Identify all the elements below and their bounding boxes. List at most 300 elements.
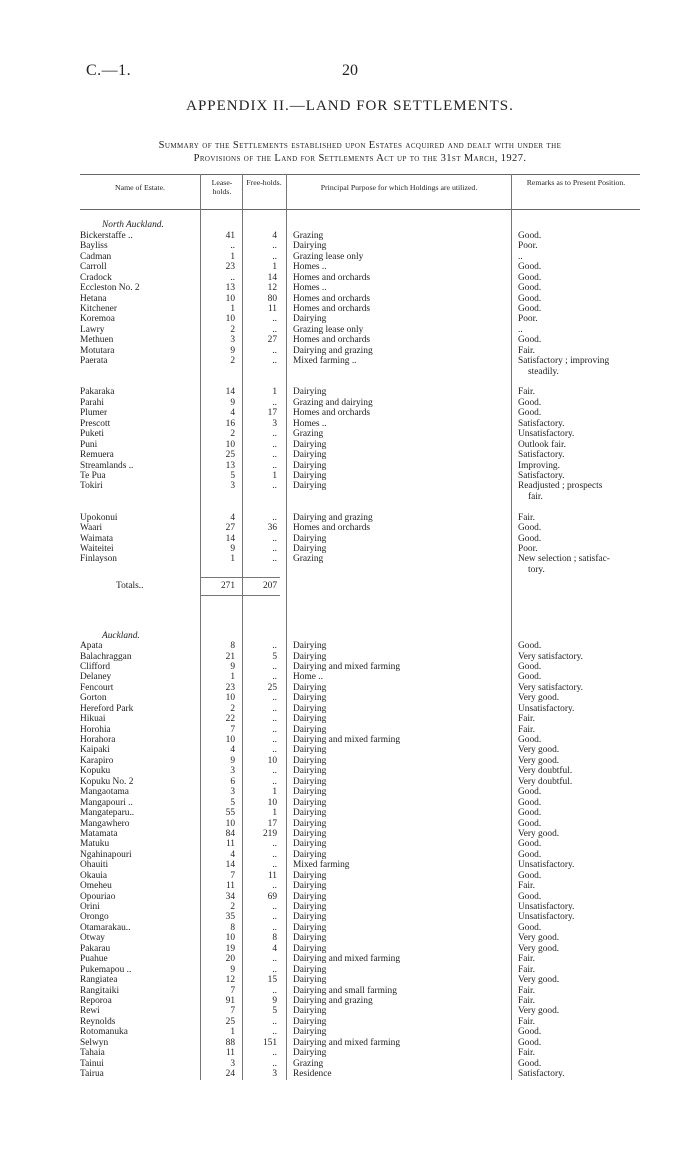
table-row (80, 965, 640, 975)
leaseholds-value: 1 (230, 251, 235, 262)
purpose-text: Dairying (293, 881, 327, 892)
purpose-text: Dairying (293, 797, 327, 808)
estate-name: Clifford (80, 661, 111, 672)
table-row (80, 714, 640, 724)
estate-name: Waari (80, 523, 103, 534)
estate-name: Mangaotama (80, 787, 129, 798)
report-code: C.—1. (86, 62, 132, 79)
remarks-continuation: fair. (528, 491, 543, 502)
leaseholds-value: 7 (230, 724, 235, 735)
table-row (80, 408, 640, 418)
estate-name: Kopuku (80, 766, 111, 777)
purpose-text: Homes and orchards (293, 303, 371, 314)
remarks-text: Fair. (518, 881, 535, 892)
estate-name: Methuen (80, 335, 114, 346)
table-top-rule (80, 174, 640, 175)
leaseholds-value: 27 (225, 523, 235, 534)
freeholds-value: 17 (267, 408, 277, 419)
remarks-text: Unsatisfactory. (518, 703, 575, 714)
purpose-text: Dairying (293, 1027, 327, 1038)
leaseholds-value: 41 (225, 230, 235, 241)
row-spacer (80, 610, 640, 620)
leaseholds-value: 34 (225, 891, 235, 902)
column-header-purpose: Principal Purpose for which Holdings are utilized. (320, 183, 478, 192)
remarks-text: Very good. (518, 933, 560, 944)
leaseholds-value: 5 (230, 470, 235, 481)
remarks-text: Outlook fair. (518, 439, 566, 450)
remarks-text: Good. (518, 672, 542, 683)
table-row (80, 241, 640, 251)
purpose-text: Grazing (293, 554, 324, 565)
remarks-text: Good. (518, 272, 542, 283)
remarks-text: Good. (518, 335, 542, 346)
leaseholds-value: 55 (225, 808, 235, 819)
estate-name: Eccleston No. 2 (80, 283, 140, 294)
estate-name: Waiteitei (80, 544, 114, 554)
table-row (80, 641, 640, 651)
remarks-text: Good. (518, 1027, 542, 1038)
purpose-text: Grazing (293, 429, 324, 440)
estate-name: Selwyn (80, 1037, 109, 1048)
freeholds-value: 11 (267, 303, 277, 314)
leaseholds-value: 84 (225, 828, 235, 839)
table-row (80, 252, 640, 262)
estate-name: Rangiatea (80, 975, 118, 986)
purpose-text: Dairying and mixed farming (293, 1037, 401, 1048)
leaseholds-value: 13 (225, 460, 235, 471)
table-row (80, 902, 640, 912)
freeholds-value: .. (272, 481, 277, 492)
estate-name: Otamarakau.. (80, 922, 131, 933)
purpose-text: Dairying (293, 460, 327, 471)
column-header-remarks: Remarks as to Present Position. (526, 178, 626, 187)
remarks-continuation: tory. (528, 564, 545, 575)
purpose-text: Grazing and dairying (293, 397, 373, 408)
freeholds-value: .. (272, 1058, 277, 1069)
leaseholds-value: 88 (225, 1037, 235, 1048)
purpose-text: Grazing (293, 1058, 324, 1069)
purpose-text: Home .. (293, 672, 323, 683)
freeholds-value: 36 (267, 523, 277, 534)
remarks-text: Good. (518, 870, 542, 881)
row-spacer (80, 210, 640, 220)
freeholds-value: .. (272, 912, 277, 923)
remarks-text: Very good. (518, 975, 560, 986)
leaseholds-value: 3 (230, 335, 235, 346)
table-row (80, 231, 640, 241)
purpose-text: Dairying (293, 387, 327, 398)
leaseholds-value: 2 (230, 324, 235, 335)
freeholds-value: .. (272, 954, 277, 965)
freeholds-value: 1 (272, 262, 277, 273)
estate-name: Mangawhero (80, 818, 130, 829)
remarks-text: Good. (518, 839, 542, 850)
column-header-leaseholds: Lease-holds. (211, 178, 233, 196)
purpose-text: Homes and orchards (293, 523, 371, 534)
freeholds-value: 25 (267, 682, 277, 693)
remarks-text: Very good. (518, 755, 560, 766)
estate-name: Lawry (80, 324, 105, 335)
purpose-text: Dairying (293, 714, 327, 725)
freeholds-value: .. (272, 544, 277, 554)
leaseholds-value: 11 (225, 839, 235, 850)
purpose-text: Dairying (293, 1016, 327, 1027)
purpose-text: Mixed farming (293, 860, 350, 871)
remarks-text: Improving. (518, 460, 560, 471)
remarks-text: Good. (518, 293, 542, 304)
freeholds-value: .. (272, 860, 277, 871)
remarks-text: Fair. (518, 512, 535, 523)
estate-name: Cadman (80, 251, 112, 262)
purpose-text: Dairying (293, 724, 327, 735)
freeholds-value: 17 (267, 818, 277, 829)
estate-name: Omeheu (80, 881, 112, 892)
totals-rule (200, 577, 280, 578)
leaseholds-value: 25 (225, 1016, 235, 1027)
table-row (80, 346, 640, 356)
remarks-text: Very satisfactory. (518, 651, 583, 662)
estate-name: Puahue (80, 954, 108, 965)
estate-name: Horohia (80, 724, 111, 735)
freeholds-value: .. (272, 1048, 277, 1059)
estate-name: Pakarau (80, 943, 111, 954)
remarks-text: Very good. (518, 943, 560, 954)
remarks-text: Good. (518, 303, 542, 314)
estate-name: Hetana (80, 293, 107, 304)
estate-name: Matuku (80, 839, 110, 850)
freeholds-value: 1 (272, 387, 277, 398)
estate-name: Rewi (80, 1006, 100, 1017)
freeholds-value: .. (272, 661, 277, 672)
remarks-text: Fair. (518, 995, 535, 1006)
freeholds-value: 151 (262, 1037, 277, 1048)
table-row (80, 996, 640, 1006)
estate-name: Prescott (80, 418, 111, 429)
leaseholds-value: 1 (230, 303, 235, 314)
estate-name: Delaney (80, 672, 112, 683)
table-row (80, 471, 640, 481)
remarks-text: Fair. (518, 724, 535, 735)
estate-name: Upokonui (80, 512, 118, 523)
freeholds-value: .. (272, 776, 277, 787)
freeholds-value: 4 (272, 943, 277, 954)
page-number: 20 (342, 62, 358, 79)
leaseholds-value: 13 (225, 283, 235, 294)
settlements-table (80, 210, 640, 1079)
table-row (80, 419, 640, 429)
leaseholds-value: 7 (230, 985, 235, 996)
purpose-text: Dairying (293, 912, 327, 923)
purpose-text: Dairying (293, 964, 327, 975)
leaseholds-value: 14 (225, 860, 235, 871)
table-row (80, 672, 640, 682)
leaseholds-value: 8 (230, 922, 235, 933)
table-row (80, 777, 640, 787)
freeholds-value: .. (272, 964, 277, 975)
freeholds-value: .. (272, 450, 277, 461)
leaseholds-value: 3 (230, 1058, 235, 1069)
estate-name: Parahi (80, 397, 104, 408)
remarks-text: Good. (518, 922, 542, 933)
remarks-text: Unsatisfactory. (518, 429, 575, 440)
remarks-text: Fair. (518, 345, 535, 356)
table-row (80, 892, 640, 902)
remarks-text: Fair. (518, 964, 535, 975)
remarks-text: .. (518, 324, 523, 335)
table-row (80, 975, 640, 985)
remarks-text: Good. (518, 408, 542, 419)
table-row (80, 944, 640, 954)
leaseholds-value: 6 (230, 776, 235, 787)
purpose-text: Dairying and mixed farming (293, 735, 401, 745)
leaseholds-value: 3 (230, 787, 235, 798)
leaseholds-value: 2 (230, 902, 235, 912)
freeholds-value: 9 (272, 995, 277, 1006)
page-title: APPENDIX II.—LAND FOR SETTLEMENTS. (186, 98, 514, 114)
leaseholds-value: 14 (225, 387, 235, 398)
freeholds-value: 3 (272, 418, 277, 429)
table-row (80, 745, 640, 755)
table-row (80, 1059, 640, 1069)
purpose-text: Dairying (293, 776, 327, 787)
table-row (80, 461, 640, 471)
table-row (80, 440, 640, 450)
leaseholds-value: 11 (225, 881, 235, 892)
caption-line-1: Summary of the Settlements established upon Estates acquired and dealt with under the (158, 140, 562, 151)
table-row-continuation (80, 367, 640, 377)
leaseholds-value: 10 (225, 735, 235, 745)
table-row (80, 766, 640, 776)
estate-name: Pukemapou .. (80, 964, 132, 975)
leaseholds-value: 21 (225, 651, 235, 662)
purpose-text: Homes and orchards (293, 408, 371, 419)
table-row (80, 513, 640, 523)
estate-name: Horahora (80, 735, 116, 745)
remarks-text: Satisfactory ; improving (518, 356, 610, 367)
estate-name: Rotomanuka (80, 1027, 128, 1038)
remarks-text: Good. (518, 397, 542, 408)
estate-name: Apata (80, 641, 103, 652)
freeholds-value: .. (272, 460, 277, 471)
freeholds-value: .. (272, 241, 277, 252)
remarks-text: Very good. (518, 693, 560, 704)
leaseholds-value: 20 (225, 954, 235, 965)
estate-name: Rangitaiki (80, 985, 120, 996)
freeholds-value: .. (272, 512, 277, 523)
table-row (80, 273, 640, 283)
estate-name: Reporoa (80, 995, 112, 1006)
remarks-text: Good. (518, 1037, 542, 1048)
estate-name: Kopuku No. 2 (80, 776, 134, 787)
leaseholds-value: 9 (230, 544, 235, 554)
freeholds-value: .. (272, 766, 277, 777)
freeholds-value: 11 (267, 870, 277, 881)
table-row (80, 335, 640, 345)
purpose-text: Dairying (293, 241, 327, 252)
leaseholds-value: 8 (230, 641, 235, 652)
estate-name: Balachraggan (80, 651, 132, 662)
leaseholds-value: 4 (230, 745, 235, 756)
column-header-freeholds: Free-holds. (246, 178, 282, 187)
freeholds-value: .. (272, 356, 277, 367)
leaseholds-value: 10 (225, 818, 235, 829)
leaseholds-value: 2 (230, 703, 235, 714)
row-spacer (80, 599, 640, 609)
freeholds-value: 10 (267, 755, 277, 766)
table-row (80, 1006, 640, 1016)
table-row (80, 819, 640, 829)
freeholds-value: .. (272, 1027, 277, 1038)
leaseholds-value: 4 (230, 408, 235, 419)
purpose-text: Dairying (293, 439, 327, 450)
estate-name: Streamlands .. (80, 460, 134, 471)
estate-name: Puni (80, 439, 98, 450)
remarks-text: Good. (518, 735, 542, 745)
freeholds-value: 219 (262, 828, 277, 839)
estate-name: Ohauiti (80, 860, 109, 871)
leaseholds-value: 4 (230, 512, 235, 523)
purpose-text: Dairying and grazing (293, 995, 373, 1006)
freeholds-value: 4 (272, 230, 277, 241)
remarks-text: Fair. (518, 387, 535, 398)
purpose-text: Dairying (293, 745, 327, 756)
table-row (80, 1017, 640, 1027)
remarks-text: Good. (518, 641, 542, 652)
estate-name: Gorton (80, 693, 107, 704)
table-row (80, 325, 640, 335)
purpose-text: Dairying (293, 766, 327, 777)
table-row (80, 704, 640, 714)
purpose-text: Dairying and grazing (293, 345, 373, 356)
table-row (80, 912, 640, 922)
leaseholds-value: 9 (230, 755, 235, 766)
estate-name: Cradock (80, 272, 112, 283)
leaseholds-value: 7 (230, 870, 235, 881)
freeholds-value: .. (272, 251, 277, 262)
totals-rule (200, 595, 280, 596)
freeholds-value: 1 (272, 470, 277, 481)
purpose-text: Dairying (293, 1006, 327, 1017)
leaseholds-value: 10 (225, 314, 235, 325)
remarks-text: Fair. (518, 1016, 535, 1027)
table-row (80, 756, 640, 766)
table-row (80, 544, 640, 554)
purpose-text: Dairying (293, 839, 327, 850)
table-row (80, 725, 640, 735)
freeholds-value: 8 (272, 933, 277, 944)
purpose-text: Dairying and small farming (293, 985, 397, 996)
purpose-text: Dairying (293, 544, 327, 554)
remarks-text: Fair. (518, 954, 535, 965)
purpose-text: Dairying (293, 755, 327, 766)
remarks-text: Good. (518, 797, 542, 808)
table-row (80, 554, 640, 564)
leaseholds-value: 10 (225, 439, 235, 450)
table-row (80, 1069, 640, 1079)
table-row (80, 387, 640, 397)
purpose-text: Homes .. (293, 283, 327, 294)
row-spacer (80, 620, 640, 630)
remarks-text: New selection ; satisfac- (518, 554, 610, 565)
totals-leaseholds: 271 (220, 581, 235, 592)
leaseholds-value: 91 (225, 995, 235, 1006)
table-row (80, 262, 640, 272)
purpose-text: Dairying (293, 922, 327, 933)
estate-name: Bickerstaffe .. (80, 230, 133, 241)
freeholds-value: .. (272, 839, 277, 850)
table-row (80, 923, 640, 933)
freeholds-value: .. (272, 703, 277, 714)
freeholds-value: 1 (272, 787, 277, 798)
purpose-text: Grazing lease only (293, 251, 364, 262)
leaseholds-value: 24 (225, 1069, 235, 1079)
estate-name: Paerata (80, 356, 108, 367)
estate-name: Matamata (80, 828, 118, 839)
remarks-text: Fair. (518, 1048, 535, 1059)
freeholds-value: .. (272, 672, 277, 683)
purpose-text: Dairying (293, 693, 327, 704)
remarks-text: Readjusted ; prospects (518, 481, 603, 492)
totals-freeholds: 207 (262, 581, 277, 592)
freeholds-value: 12 (267, 283, 277, 294)
purpose-text: Dairying (293, 818, 327, 829)
purpose-text: Dairying (293, 481, 327, 492)
table-row (80, 523, 640, 533)
leaseholds-value: 11 (225, 1048, 235, 1059)
column-header-name: Name of Estate. (114, 183, 165, 192)
estate-name: Kitchener (80, 303, 117, 314)
purpose-text: Dairying and grazing (293, 512, 373, 523)
leaseholds-value: 5 (230, 797, 235, 808)
table-row (80, 652, 640, 662)
freeholds-value: .. (272, 724, 277, 735)
freeholds-value: .. (272, 735, 277, 745)
remarks-text: Poor. (518, 241, 538, 252)
remarks-text: Good. (518, 849, 542, 860)
purpose-text: Dairying (293, 1048, 327, 1059)
table-row (80, 808, 640, 818)
remarks-text: Fair. (518, 714, 535, 725)
estate-name: Otway (80, 933, 105, 944)
table-row (80, 304, 640, 314)
purpose-text: Dairying (293, 450, 327, 461)
leaseholds-value: 16 (225, 418, 235, 429)
table-row (80, 481, 640, 491)
leaseholds-value: 9 (230, 345, 235, 356)
table-row (80, 933, 640, 943)
leaseholds-value: 9 (230, 661, 235, 672)
freeholds-value: .. (272, 922, 277, 933)
purpose-text: Dairying and mixed farming (293, 954, 401, 965)
freeholds-value: .. (272, 554, 277, 565)
table-row (80, 534, 640, 544)
remarks-text: Satisfactory. (518, 470, 565, 481)
estate-name: Tainui (80, 1058, 104, 1069)
estate-name: Mangateparu.. (80, 808, 135, 819)
purpose-text: Residence (293, 1069, 332, 1079)
estate-name: Reynolds (80, 1016, 116, 1027)
estate-name: Fencourt (80, 682, 114, 693)
estate-name: Orini (80, 902, 100, 912)
estate-name: Tokiri (80, 481, 103, 492)
leaseholds-value: 4 (230, 849, 235, 860)
remarks-text: Unsatisfactory. (518, 860, 575, 871)
remarks-text: Poor. (518, 544, 538, 554)
purpose-text: Dairying (293, 975, 327, 986)
table-row-continuation (80, 565, 640, 575)
estate-name: Puketi (80, 429, 104, 440)
table-row (80, 850, 640, 860)
